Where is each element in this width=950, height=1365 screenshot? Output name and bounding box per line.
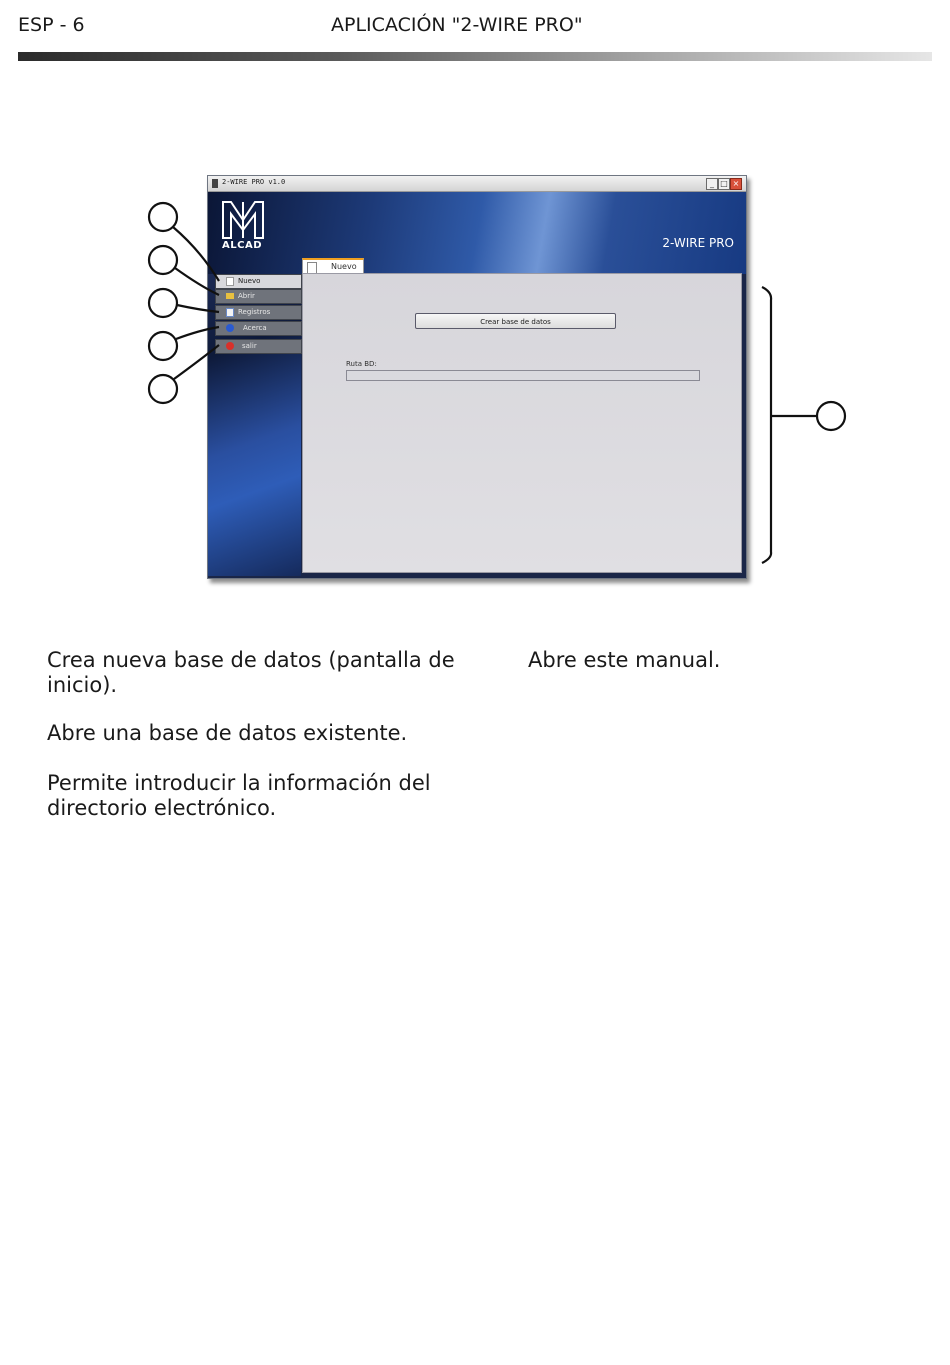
exit-icon (226, 342, 234, 350)
window-title: 2-WIRE PRO v1.0 (222, 178, 286, 186)
logo-text: ALCAD (222, 240, 262, 251)
edit-document-icon (226, 308, 234, 317)
menu-item-salir[interactable] (215, 339, 302, 354)
callout-circle-6 (817, 402, 845, 430)
brand-text: 2-WIRE PRO (662, 236, 734, 250)
menu-item-label: Acerca (243, 324, 267, 332)
close-icon[interactable]: × (730, 178, 742, 190)
menu-item-nuevo[interactable] (215, 274, 302, 289)
create-database-button[interactable]: Crear base de datos (415, 313, 616, 329)
new-document-icon (226, 277, 234, 286)
callout-circle-4 (149, 332, 177, 360)
callout-circle-2 (149, 246, 177, 274)
menu-item-label: Abrir (238, 292, 255, 300)
menu-item-label: Registros (238, 308, 271, 316)
menu-item-label: Nuevo (238, 277, 261, 285)
app-icon (212, 179, 218, 188)
description-abrir: Abre una base de datos existente. (47, 721, 408, 745)
callout-circle-5 (149, 375, 177, 403)
tab-label: Nuevo (331, 262, 357, 271)
bracket-right (762, 287, 771, 563)
callout-circle-1 (149, 203, 177, 231)
minimize-icon[interactable]: _ (706, 178, 718, 190)
menu-item-acerca[interactable] (215, 321, 302, 336)
description-acerca: Abre este manual. (528, 648, 721, 672)
callout-circle-3 (149, 289, 177, 317)
window-titlebar (208, 176, 746, 192)
description-registros: Permite introducir la información del directorio electrónico. (47, 771, 431, 820)
app-banner (208, 192, 746, 274)
alcad-logo-icon (221, 200, 265, 240)
page-title: APLICACIÓN "2-WIRE PRO" (331, 14, 583, 36)
app-window-screenshot (207, 175, 747, 579)
menu-item-abrir[interactable] (215, 289, 302, 304)
ruta-field[interactable] (346, 370, 700, 381)
menu-item-registros[interactable] (215, 305, 302, 320)
maximize-icon[interactable]: □ (718, 178, 730, 190)
content-panel (302, 273, 742, 573)
page-number: ESP - 6 (18, 14, 85, 36)
description-nuevo: Crea nueva base de datos (pantalla de inicio). (47, 648, 455, 697)
info-icon (226, 324, 234, 332)
folder-icon (226, 293, 234, 299)
ruta-label: Ruta BD: (346, 360, 377, 368)
header-gradient-bar (18, 52, 932, 61)
menu-item-label: salir (242, 342, 257, 350)
